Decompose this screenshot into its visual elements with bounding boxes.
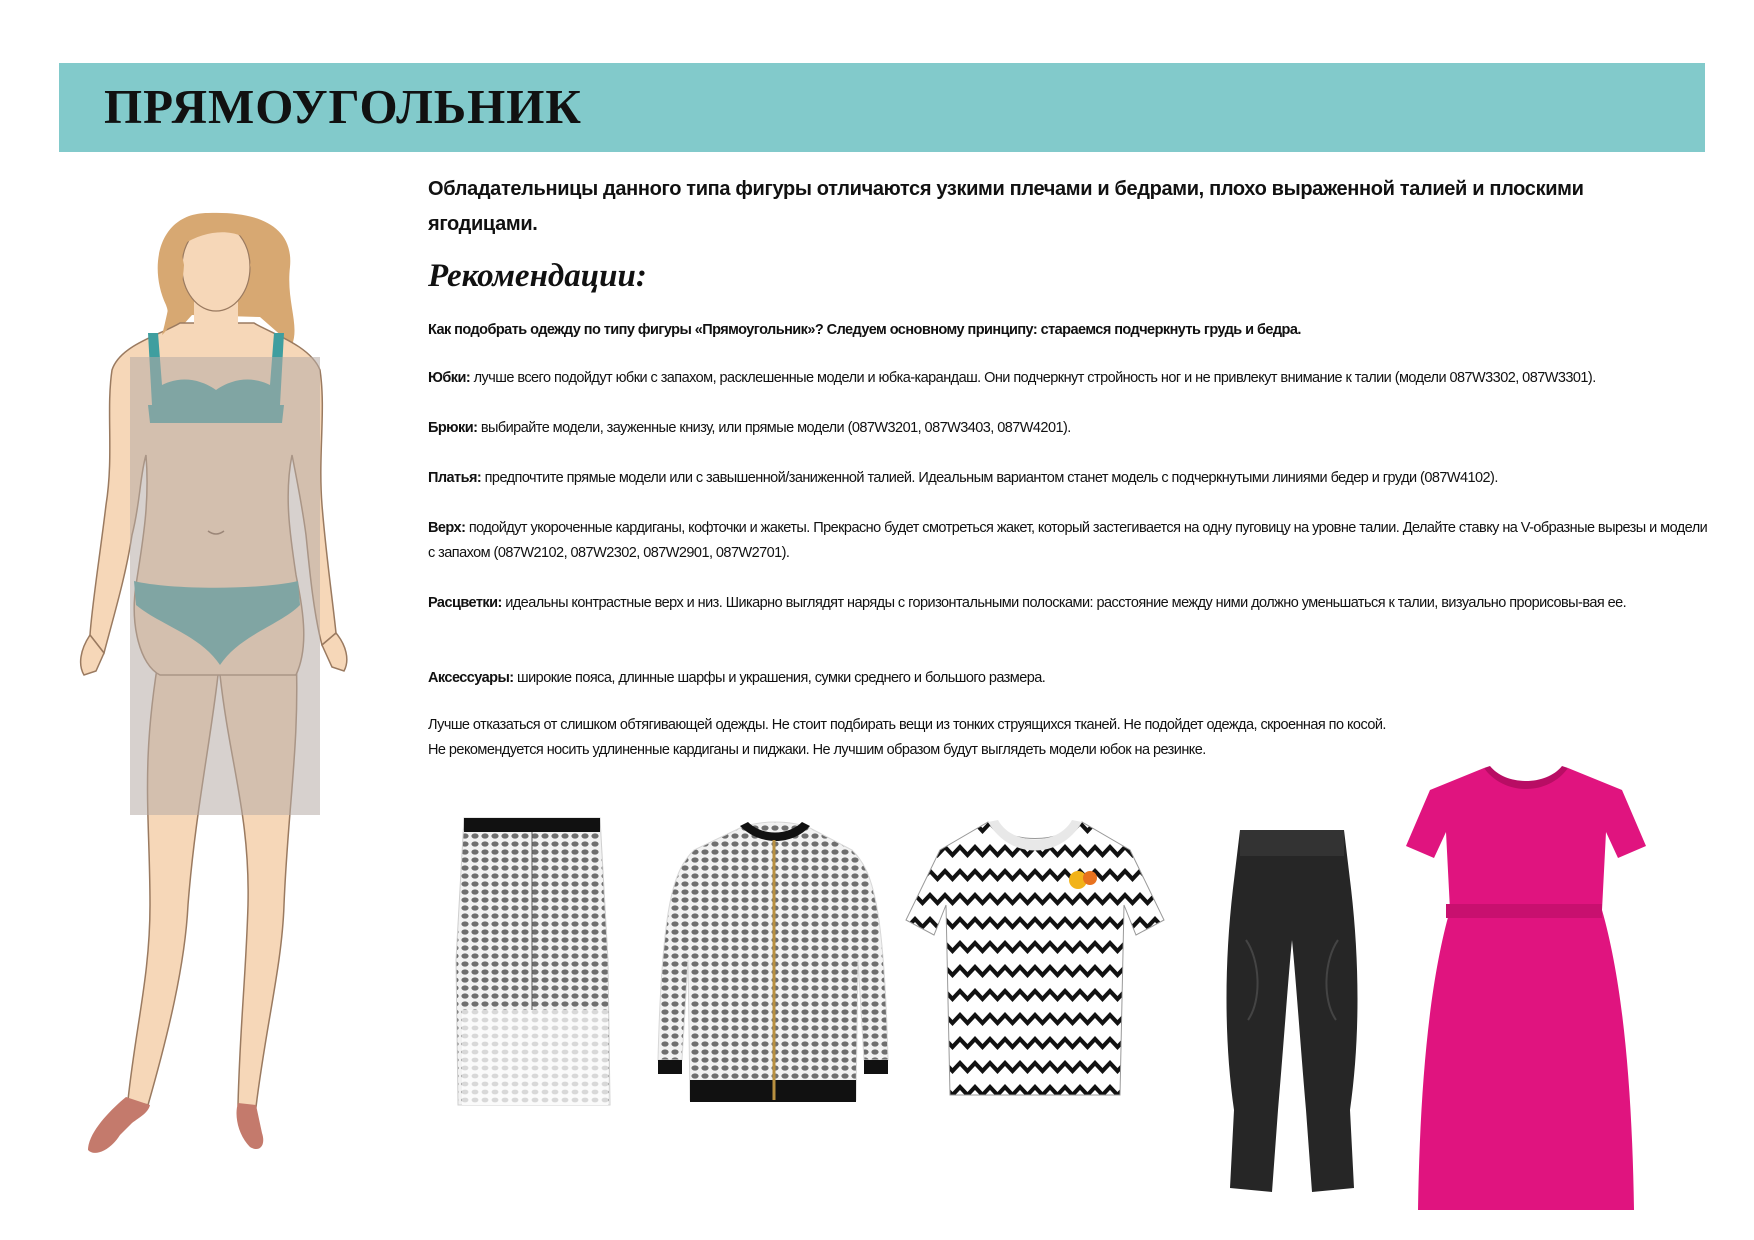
recommendation-item-accessories xyxy=(428,666,1713,691)
body-figure-illustration xyxy=(70,205,380,1165)
rectangle-figure-svg xyxy=(70,205,380,1165)
product-jacket xyxy=(658,822,888,1102)
recommendations-title: Рекомендации: xyxy=(428,258,647,294)
recommendation-item-tops xyxy=(428,516,1713,566)
recommendation-text: идеальны контрастные верх и низ. Шикарно выглядят наряды с горизонтальными полосками: расстояние между ними должно уменьшаться к талии, визуально прорисовы-вая ее. xyxy=(501,595,1627,611)
recommendation-label: Аксессуары: xyxy=(428,670,514,686)
recommendation-item-colors xyxy=(428,591,1713,616)
product-dress xyxy=(1406,766,1646,1210)
page-title: ПРЯМОУГОЛЬНИК xyxy=(104,79,582,134)
recommendation-text: широкие пояса, длинные шарфы и украшения, сумки среднего и большого размера. xyxy=(513,670,1046,686)
recommendation-item-dresses xyxy=(428,466,1713,491)
recommendation-label: Расцветки: xyxy=(428,595,502,611)
recommendation-label: Платья: xyxy=(428,470,482,486)
recommendation-label: Верх: xyxy=(428,520,466,536)
recommendations-lead: Как подобрать одежду по типу фигуры «Прямоугольник»? Следуем основному принципу: стараемся подчеркнуть грудь и бедра. xyxy=(428,322,1301,338)
header-banner xyxy=(59,63,1705,152)
product-tshirt xyxy=(906,820,1164,1095)
recommendation-text: предпочтите прямые модели или с завышенной/заниженной талией. Идеальным вариантом станет модель с подчеркнутыми линиями бедер и груди (087W4102). xyxy=(481,470,1498,486)
left-shoe xyxy=(88,1097,150,1153)
intro-text: Обладательницы данного типа фигуры отличаются узкими плечами и бедрами, плохо выраженной талией и плоскими ягодицами. xyxy=(428,178,1584,235)
product-skirt xyxy=(456,818,610,1105)
recommendation-item-trousers xyxy=(428,416,1713,441)
right-shoe xyxy=(237,1103,264,1149)
avoid-text-line-2: Не рекомендуется носить удлиненные кардиганы и пиджаки. Не лучшим образом будут выглядеть модели юбок на резинке. xyxy=(428,742,1206,758)
recommendation-label: Юбки: xyxy=(428,370,471,386)
rectangle-shape-overlay xyxy=(130,357,320,815)
recommendation-text: подойдут укороченные кардиганы, кофточки и жакеты. Прекрасно будет смотреться жакет, который застегивается на одну пуговицу на уровне талии. Делайте ставку на V-образные вырезы и модели с запахом (087W2102, 087W2302, 087W2901, 087W2701). xyxy=(428,520,1708,561)
recommendation-text: выбирайте модели, зауженные книзу, или прямые модели (087W3201, 087W3403, 087W4201). xyxy=(477,420,1071,436)
recommendation-item-skirts xyxy=(428,366,1713,391)
avoid-text-line-1: Лучше отказаться от слишком обтягивающей одежды. Не стоит подбирать вещи из тонких струящихся тканей. Не подойдет одежда, скроенная по косой. xyxy=(428,717,1386,733)
recommendation-label: Брюки: xyxy=(428,420,478,436)
product-pants xyxy=(1227,830,1358,1192)
recommendation-text: лучше всего подойдут юбки с запахом, расклешенные модели и юбка-карандаш. Они подчеркнут стройность ног и не привлекут внимание к талии (модели 087W3302, 087W3301). xyxy=(470,370,1596,386)
